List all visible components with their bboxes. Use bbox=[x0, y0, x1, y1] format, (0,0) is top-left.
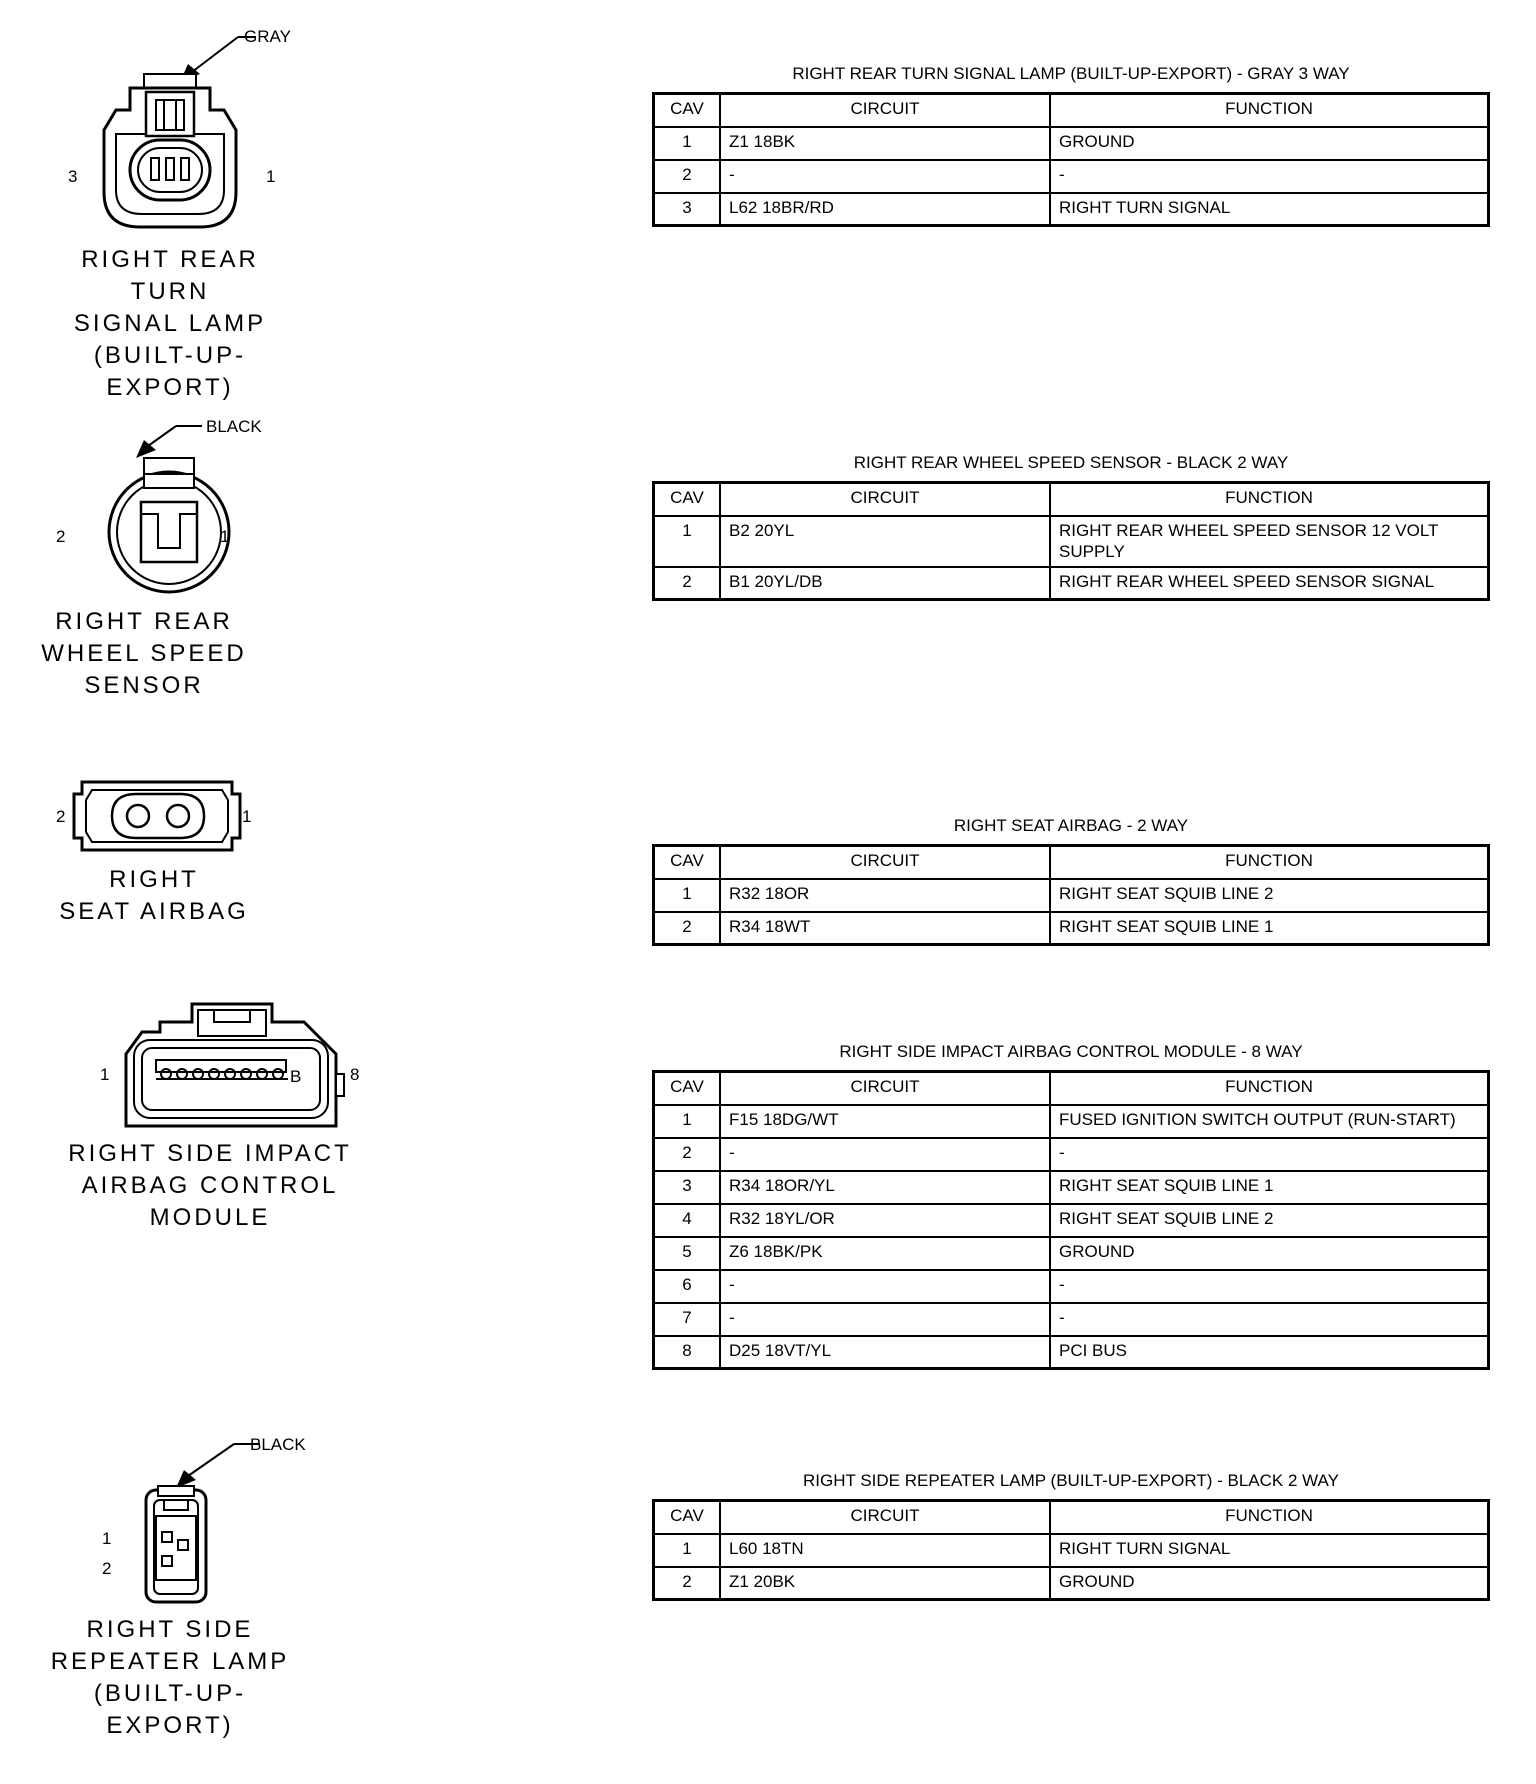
connector-caption-side-impact: RIGHT SIDE IMPACT AIRBAG CONTROL MODULE bbox=[68, 1140, 352, 1231]
cell-cav: 6 bbox=[654, 1270, 721, 1303]
table-row bbox=[654, 1105, 1489, 1138]
header-cav: CAV bbox=[654, 483, 721, 516]
table-row bbox=[654, 912, 1489, 945]
cell-function: RIGHT SEAT SQUIB LINE 2 bbox=[1050, 879, 1489, 912]
header-function: FUNCTION bbox=[1050, 846, 1489, 879]
table-row bbox=[654, 1567, 1489, 1600]
cell-cav: 1 bbox=[654, 516, 721, 567]
cell-cav: 3 bbox=[654, 1171, 721, 1204]
header-function: FUNCTION bbox=[1050, 483, 1489, 516]
header-cav: CAV bbox=[654, 846, 721, 879]
cell-function: GROUND bbox=[1050, 1567, 1489, 1600]
cell-cav: 2 bbox=[654, 160, 721, 193]
header-function: FUNCTION bbox=[1050, 1072, 1489, 1105]
pin-label-right: 1 bbox=[220, 527, 230, 546]
header-circuit: CIRCUIT bbox=[720, 846, 1050, 879]
cell-cav: 4 bbox=[654, 1204, 721, 1237]
cell-circuit: F15 18DG/WT bbox=[720, 1105, 1050, 1138]
table-row bbox=[654, 1270, 1489, 1303]
cell-circuit: L62 18BR/RD bbox=[720, 193, 1050, 226]
cell-cav: 7 bbox=[654, 1303, 721, 1336]
pinout-table-seat-airbag bbox=[652, 844, 1490, 946]
cell-function: PCI BUS bbox=[1050, 1336, 1489, 1369]
header-circuit: CIRCUIT bbox=[720, 1501, 1050, 1534]
table-row bbox=[654, 1237, 1489, 1270]
cell-circuit: L60 18TN bbox=[720, 1534, 1050, 1567]
pin-label-top: 1 bbox=[102, 1529, 112, 1548]
cell-cav: 1 bbox=[654, 127, 721, 160]
cell-function: - bbox=[1050, 1270, 1489, 1303]
cell-circuit: B1 20YL/DB bbox=[720, 567, 1050, 600]
header-function: FUNCTION bbox=[1050, 94, 1489, 127]
table-header-row bbox=[654, 1501, 1489, 1534]
cell-cav: 1 bbox=[654, 1105, 721, 1138]
pin-label-left: 1 bbox=[100, 1065, 110, 1084]
table-row bbox=[654, 1138, 1489, 1171]
header-cav: CAV bbox=[654, 1501, 721, 1534]
pin-label-left: 3 bbox=[68, 167, 78, 186]
cell-function: RIGHT TURN SIGNAL bbox=[1050, 193, 1489, 226]
pin-label-bottom: 2 bbox=[102, 1559, 112, 1578]
table-header-row bbox=[654, 1072, 1489, 1105]
cell-function: - bbox=[1050, 1303, 1489, 1336]
header-circuit: CIRCUIT bbox=[720, 483, 1050, 516]
cell-cav: 2 bbox=[654, 567, 721, 600]
cell-function: - bbox=[1050, 1138, 1489, 1171]
connector-diagram-rr-wss bbox=[52, 414, 272, 604]
cell-cav: 2 bbox=[654, 1138, 721, 1171]
cell-cav: 1 bbox=[654, 1534, 721, 1567]
connector-diagram-side-impact bbox=[90, 998, 370, 1134]
header-circuit: CIRCUIT bbox=[720, 1072, 1050, 1105]
table-row bbox=[654, 1204, 1489, 1237]
connector-diagram-seat-airbag bbox=[52, 776, 262, 856]
cell-function: RIGHT SEAT SQUIB LINE 1 bbox=[1050, 912, 1489, 945]
table-row bbox=[654, 516, 1489, 567]
header-circuit: CIRCUIT bbox=[720, 94, 1050, 127]
table-header-row bbox=[654, 94, 1489, 127]
table-title-rr-turn: RIGHT REAR TURN SIGNAL LAMP (BUILT-UP-EXPORT) - GRAY 3 WAY bbox=[792, 64, 1350, 83]
pinout-table-repeater bbox=[652, 1499, 1490, 1601]
cell-cav: 2 bbox=[654, 1567, 721, 1600]
pinout-table-rr-turn bbox=[652, 92, 1490, 227]
cell-circuit: - bbox=[720, 1270, 1050, 1303]
table-row bbox=[654, 193, 1489, 226]
cell-circuit: - bbox=[720, 1138, 1050, 1171]
cell-circuit: Z1 20BK bbox=[720, 1567, 1050, 1600]
table-row bbox=[654, 1336, 1489, 1369]
pin-label-right: 1 bbox=[266, 167, 276, 186]
table-row bbox=[654, 879, 1489, 912]
cell-cav: 1 bbox=[654, 879, 721, 912]
table-row bbox=[654, 160, 1489, 193]
cell-circuit: D25 18VT/YL bbox=[720, 1336, 1050, 1369]
connector-color-label: BLACK bbox=[206, 417, 262, 436]
cell-circuit: R34 18WT bbox=[720, 912, 1050, 945]
cell-function: RIGHT TURN SIGNAL bbox=[1050, 1534, 1489, 1567]
table-title-repeater: RIGHT SIDE REPEATER LAMP (BUILT-UP-EXPORT) - BLACK 2 WAY bbox=[803, 1471, 1339, 1490]
table-title-seat-airbag: RIGHT SEAT AIRBAG - 2 WAY bbox=[953, 816, 1189, 835]
table-row bbox=[654, 567, 1489, 600]
connector-diagram-rr-turn bbox=[60, 22, 320, 232]
pinout-table-rr-wss bbox=[652, 481, 1490, 601]
cell-circuit: B2 20YL bbox=[720, 516, 1050, 567]
cell-function: RIGHT SEAT SQUIB LINE 2 bbox=[1050, 1204, 1489, 1237]
connector-caption-repeater: RIGHT SIDE REPEATER LAMP (BUILT-UP-EXPORT) bbox=[50, 1616, 290, 1739]
cell-circuit: R32 18OR bbox=[720, 879, 1050, 912]
pin-label-right: 8 bbox=[350, 1065, 360, 1084]
header-cav: CAV bbox=[654, 1072, 721, 1105]
table-row bbox=[654, 1303, 1489, 1336]
cell-circuit: - bbox=[720, 160, 1050, 193]
cell-function: RIGHT SEAT SQUIB LINE 1 bbox=[1050, 1171, 1489, 1204]
connector-caption-rr-turn: RIGHT REAR TURN SIGNAL LAMP (BUILT-UP-EXPORT) bbox=[73, 246, 267, 401]
header-cav: CAV bbox=[654, 94, 721, 127]
table-row bbox=[654, 1534, 1489, 1567]
cell-function: GROUND bbox=[1050, 127, 1489, 160]
cell-cav: 5 bbox=[654, 1237, 721, 1270]
cell-cav: 2 bbox=[654, 912, 721, 945]
cell-cav: 3 bbox=[654, 193, 721, 226]
connector-caption-rr-wss: RIGHT REAR WHEEL SPEED SENSOR bbox=[41, 608, 247, 699]
cell-circuit: Z6 18BK/PK bbox=[720, 1237, 1050, 1270]
pin-label-left: 2 bbox=[56, 527, 66, 546]
table-title-side-impact: RIGHT SIDE IMPACT AIRBAG CONTROL MODULE - 8 WAY bbox=[839, 1042, 1303, 1061]
cell-circuit: Z1 18BK bbox=[720, 127, 1050, 160]
connector-diagram-repeater bbox=[90, 1432, 310, 1602]
table-header-row bbox=[654, 483, 1489, 516]
pinout-table-side-impact bbox=[652, 1070, 1490, 1370]
table-header-row bbox=[654, 846, 1489, 879]
cell-function: GROUND bbox=[1050, 1237, 1489, 1270]
cell-function: RIGHT REAR WHEEL SPEED SENSOR 12 VOLT SUPPLY bbox=[1050, 516, 1489, 567]
cell-cav: 8 bbox=[654, 1336, 721, 1369]
cell-circuit: R34 18OR/YL bbox=[720, 1171, 1050, 1204]
table-title-rr-wss: RIGHT REAR WHEEL SPEED SENSOR - BLACK 2 WAY bbox=[853, 453, 1289, 472]
table-row bbox=[654, 127, 1489, 160]
cell-function: - bbox=[1050, 160, 1489, 193]
inner-pin-label: B bbox=[290, 1067, 302, 1086]
connector-color-label: GRAY bbox=[244, 27, 291, 46]
cell-function: FUSED IGNITION SWITCH OUTPUT (RUN-START) bbox=[1050, 1105, 1489, 1138]
header-function: FUNCTION bbox=[1050, 1501, 1489, 1534]
cell-function: RIGHT REAR WHEEL SPEED SENSOR SIGNAL bbox=[1050, 567, 1489, 600]
connector-caption-seat-airbag: RIGHT SEAT AIRBAG bbox=[59, 866, 249, 925]
cell-circuit: - bbox=[720, 1303, 1050, 1336]
pin-label-right: 1 bbox=[242, 807, 252, 826]
cell-circuit: R32 18YL/OR bbox=[720, 1204, 1050, 1237]
connector-color-label: BLACK bbox=[250, 1435, 306, 1454]
pin-label-left: 2 bbox=[56, 807, 66, 826]
table-row bbox=[654, 1171, 1489, 1204]
